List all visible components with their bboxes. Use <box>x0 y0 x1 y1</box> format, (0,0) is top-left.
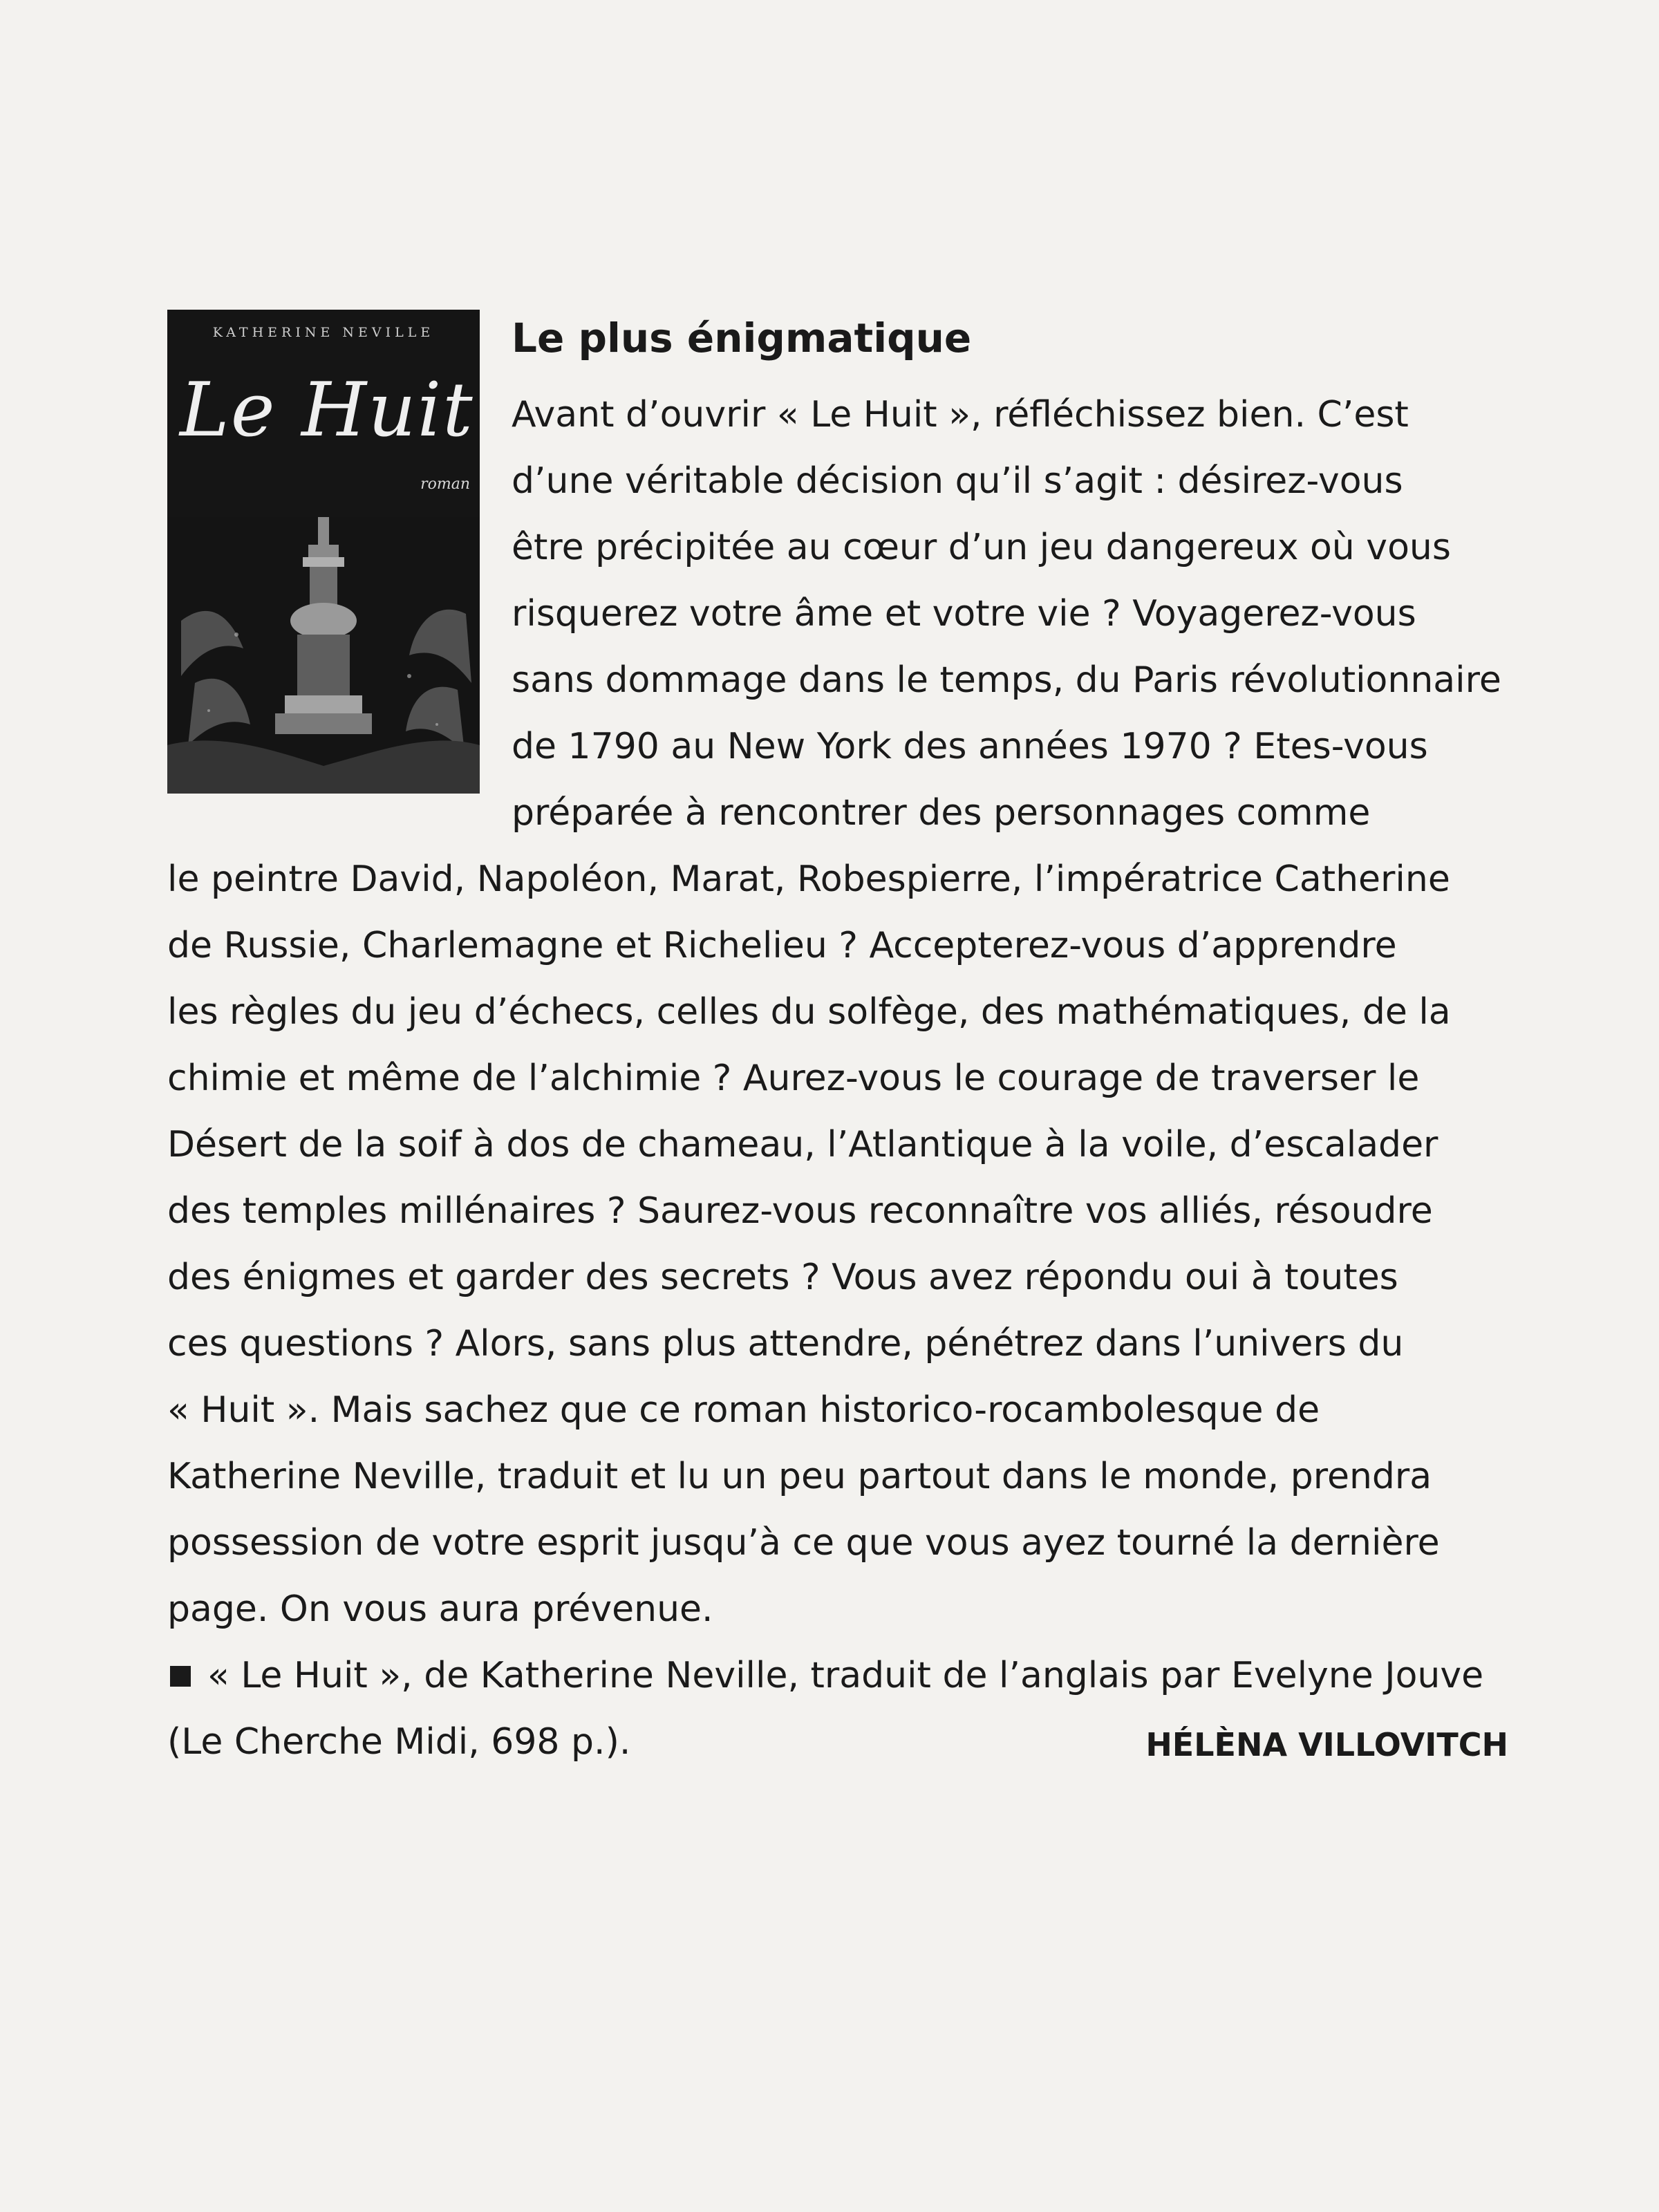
book-cover <box>167 310 480 794</box>
cover-illustration <box>167 517 480 794</box>
body-line: Katherine Neville, traduit et lu un peu partout dans le monde, prendra <box>167 1456 1432 1497</box>
body-line: risquerez votre âme et votre vie ? Voyagerez-vous <box>512 593 1416 635</box>
book-reference-line: « Le Huit », de Katherine Neville, traduit de l’anglais par Evelyne Jouve <box>207 1655 1484 1696</box>
body-line: d’une véritable décision qu’il s’agit : désirez-vous <box>512 460 1403 502</box>
body-line: être précipitée au cœur d’un jeu dangereux où vous <box>512 527 1451 568</box>
body-line: chimie et même de l’alchimie ? Aurez-vous le courage de traverser le <box>167 1058 1420 1099</box>
bullet-square-icon <box>170 1666 191 1687</box>
body-line: page. On vous aura prévenue. <box>167 1588 713 1630</box>
body-line: sans dommage dans le temps, du Paris révolutionnaire <box>512 659 1501 701</box>
article-heading: Le plus énigmatique <box>512 315 972 362</box>
body-line: préparée à rencontrer des personnages comme <box>512 792 1371 834</box>
cover-title: Le Huit <box>180 367 474 453</box>
cover-author: KATHERINE NEVILLE <box>212 325 435 340</box>
body-line: de 1790 au New York des années 1970 ? Etes-vous <box>512 726 1428 767</box>
body-line: des temples millénaires ? Saurez-vous reconnaître vos alliés, résoudre <box>167 1190 1433 1232</box>
book-reference-line: (Le Cherche Midi, 698 p.). <box>167 1721 631 1763</box>
body-line: les règles du jeu d’échecs, celles du solfège, des mathématiques, de la <box>167 991 1451 1033</box>
body-line: Avant d’ouvrir « Le Huit », réfléchissez bien. C’est <box>512 394 1409 435</box>
body-line: possession de votre esprit jusqu’à ce que vous ayez tourné la dernière <box>167 1522 1440 1564</box>
author-credit: HÉLÈNA VILLOVITCH <box>1145 1726 1508 1763</box>
body-line: « Huit ». Mais sachez que ce roman historico-rocambolesque de <box>167 1389 1320 1431</box>
body-line: Désert de la soif à dos de chameau, l’Atlantique à la voile, d’escalader <box>167 1124 1438 1165</box>
body-line: le peintre David, Napoléon, Marat, Robespierre, l’impératrice Catherine <box>167 859 1450 900</box>
body-line: de Russie, Charlemagne et Richelieu ? Accepterez-vous d’apprendre <box>167 925 1397 966</box>
cover-subtitle: roman <box>420 476 470 493</box>
body-line: ces questions ? Alors, sans plus attendre, pénétrez dans l’univers du <box>167 1323 1404 1365</box>
body-line: des énigmes et garder des secrets ? Vous avez répondu oui à toutes <box>167 1257 1398 1298</box>
